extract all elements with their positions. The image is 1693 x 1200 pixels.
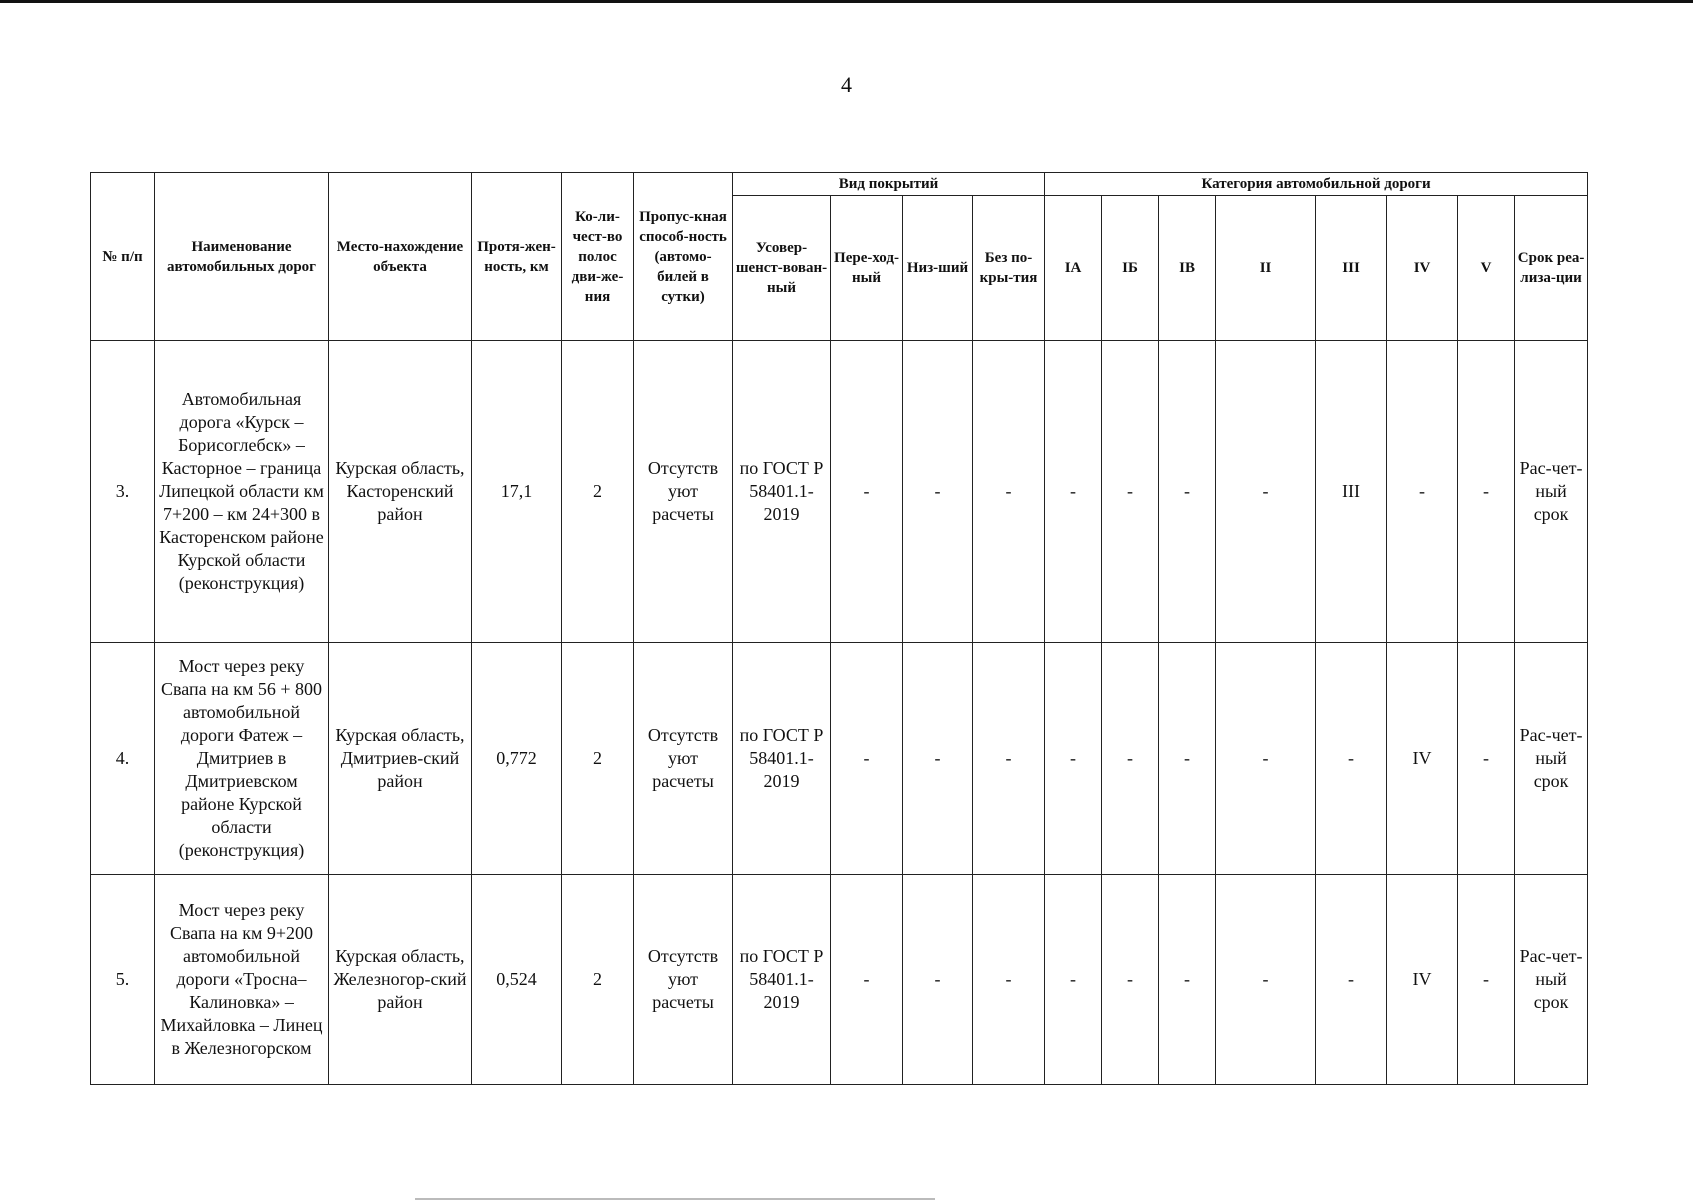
cell-category-iii: III [1316,341,1387,643]
table-row [91,643,1588,875]
cell-term: Рас-чет-ный срок [1515,341,1588,643]
header-coverage-none: Без по-кры-тия [973,196,1045,341]
cell-category-v: - [1458,875,1515,1085]
cell-category-iv: IV [1387,643,1458,875]
cell-coverage-improved: по ГОСТ Р 58401.1-2019 [733,643,831,875]
cell-category-iv-b: - [1159,341,1216,643]
header-category-ib: IБ [1102,196,1159,341]
header-lanes: Ко-ли-чест-во полос дви-же-ния [562,173,634,341]
cell-length: 0,524 [472,875,562,1085]
table-row [91,341,1588,643]
scan-top-edge [0,0,1693,3]
cell-coverage-lower: - [903,643,973,875]
cell-location: Курская область, Касторенский район [329,341,472,643]
cell-capacity: Отсутств уют расчеты [634,341,733,643]
cell-coverage-lower: - [903,341,973,643]
header-category-v: V [1458,196,1515,341]
cell-length: 17,1 [472,341,562,643]
header-coverage-lower: Низ-ший [903,196,973,341]
cell-name: Мост через реку Свапа на км 56 + 800 автомобильной дороги Фатеж – Дмитриев в Дмитриевском районе Курской области (реконструкция) [155,643,329,875]
header-category-ia: IA [1045,196,1102,341]
cell-category-ia: - [1045,643,1102,875]
cell-category-iii: - [1316,643,1387,875]
cell-category-ii: - [1216,643,1316,875]
cell-num: 5. [91,875,155,1085]
header-category-ii: II [1216,196,1316,341]
cell-num: 4. [91,643,155,875]
cell-category-ia: - [1045,875,1102,1085]
cell-category-v: - [1458,643,1515,875]
cell-location: Курская область, Железногор-ский район [329,875,472,1085]
cell-lanes: 2 [562,643,634,875]
header-term: Срок реа-лиза-ции [1515,196,1588,341]
header-category-iv-b: IB [1159,196,1216,341]
header-category-iii: III [1316,196,1387,341]
header-num: № п/п [91,173,155,341]
cell-capacity: Отсутств уют расчеты [634,643,733,875]
cell-category-ib: - [1102,341,1159,643]
cell-category-ii: - [1216,875,1316,1085]
cell-category-iv: IV [1387,875,1458,1085]
cell-coverage-improved: по ГОСТ Р 58401.1-2019 [733,341,831,643]
road-table [90,172,1588,1085]
cell-name: Автомобильная дорога «Курск – Борисоглебск» – Касторное – граница Липецкой области км 7+200 – км 24+300 в Касторенском районе Курской области (реконструкция) [155,341,329,643]
header-coverage-improved: Усовер-шенст-вован-ный [733,196,831,341]
cell-category-iv: - [1387,341,1458,643]
cell-location: Курская область, Дмитриев-ский район [329,643,472,875]
cell-category-v: - [1458,341,1515,643]
header-category-iv: IV [1387,196,1458,341]
cell-name: Мост через реку Свапа на км 9+200 автомобильной дороги «Тросна– Калиновка» – Михайловка – Линец в Железногорском [155,875,329,1085]
cell-capacity: Отсутств уют расчеты [634,875,733,1085]
cell-category-iv-b: - [1159,875,1216,1085]
cell-category-ia: - [1045,341,1102,643]
cell-coverage-lower: - [903,875,973,1085]
cell-coverage-none: - [973,341,1045,643]
header-capacity: Пропус-кная способ-ность (автомо-билей в сутки) [634,173,733,341]
cell-coverage-none: - [973,875,1045,1085]
cell-num: 3. [91,341,155,643]
cell-category-iv-b: - [1159,643,1216,875]
cell-term: Рас-чет-ный срок [1515,643,1588,875]
cell-coverage-transitional: - [831,875,903,1085]
cell-lanes: 2 [562,341,634,643]
header-location: Место-нахождение объекта [329,173,472,341]
cell-category-ii: - [1216,341,1316,643]
table-header [91,173,1588,341]
header-length: Протя-жен-ность, км [472,173,562,341]
cell-coverage-none: - [973,643,1045,875]
header-coverage-transitional: Пере-ход-ный [831,196,903,341]
header-coverage-group: Вид покрытий [733,173,1045,196]
cell-category-ib: - [1102,875,1159,1085]
cell-coverage-transitional: - [831,643,903,875]
header-name: Наименование автомобильных дорог [155,173,329,341]
cell-term: Рас-чет-ный срок [1515,875,1588,1085]
table-row [91,875,1588,1085]
cell-lanes: 2 [562,875,634,1085]
cell-length: 0,772 [472,643,562,875]
cell-coverage-improved: по ГОСТ Р 58401.1-2019 [733,875,831,1085]
cell-coverage-transitional: - [831,341,903,643]
cell-category-ib: - [1102,643,1159,875]
header-category-group: Категория автомобильной дороги [1045,173,1588,196]
cell-category-iii: - [1316,875,1387,1085]
page-number: 4 [841,72,852,97]
